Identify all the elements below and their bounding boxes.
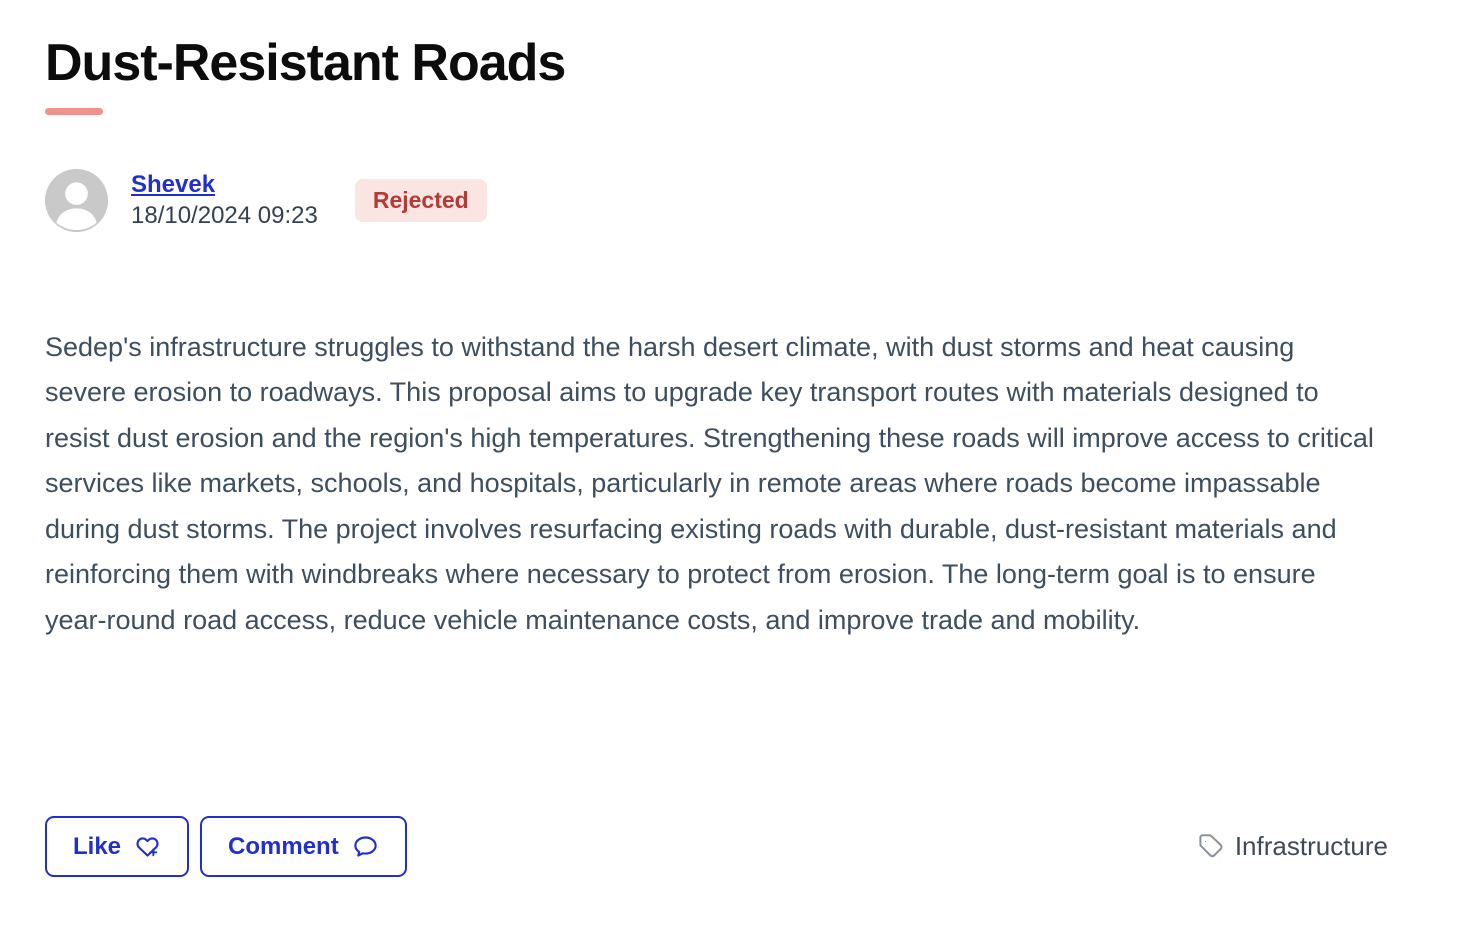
like-button-label: Like — [73, 832, 122, 860]
speech-bubble-icon — [352, 833, 379, 860]
post-timestamp: 18/10/2024 09:23 — [131, 201, 318, 229]
comment-button-label: Comment — [228, 832, 339, 860]
person-icon — [45, 169, 108, 232]
footer-row — [45, 816, 1388, 877]
like-button[interactable] — [45, 816, 189, 877]
heart-plus-icon — [134, 833, 161, 860]
page-title: Dust-Resistant Roads — [45, 34, 566, 92]
author-info — [131, 171, 318, 230]
category-tag — [1197, 831, 1388, 862]
proposal-body-text: Sedep's infrastructure struggles to withstand the harsh desert climate, with dust storms and heat causing severe erosion to roadways. This proposal aims to upgrade key transport routes with materials designed to resist dust erosion and the region's high temperatures. Strengthening these roads will improve access to critical services like markets, schools, and hospitals, particularly in remote areas where roads become impassable during dust storms. The project involves resurfacing existing roads with durable, dust-resistant materials and reinforcing them with windbreaks where necessary to protect from erosion. The long-term goal is to ensure year-round road access, reduce vehicle maintenance costs, and improve trade and mobility. — [45, 331, 1374, 635]
action-buttons — [45, 816, 407, 877]
author-row — [45, 169, 1413, 232]
tag-icon — [1197, 833, 1224, 860]
category-tag-label: Infrastructure — [1234, 831, 1388, 861]
avatar — [45, 169, 108, 232]
comment-button[interactable] — [200, 816, 407, 877]
author-name-link[interactable]: Shevek — [131, 170, 216, 198]
status-badge: Rejected — [355, 179, 487, 222]
title-underline — [45, 108, 103, 115]
